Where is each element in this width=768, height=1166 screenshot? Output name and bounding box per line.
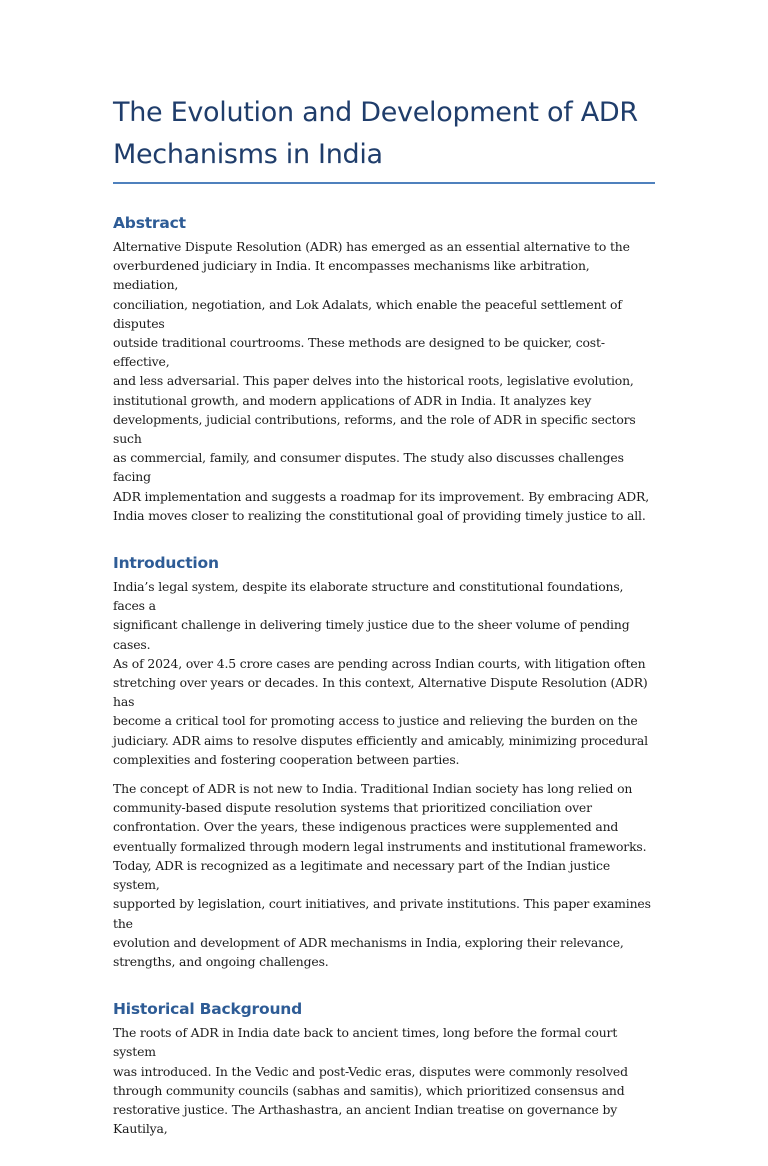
text-line: Today, ADR is recognized as a legitimate and necessary part of the Indian justice system, (113, 857, 610, 893)
text-line: The roots of ADR in India date back to ancient times, long before the formal court system (113, 1025, 618, 1060)
text-line: through community councils (sabhas and samitis), which prioritized consensus and (113, 1082, 625, 1098)
text-line: become a critical tool for promoting access to justice and relieving the burden on the (113, 713, 638, 729)
text-line: supported by legislation, court initiatives, and private institutions. This paper examines the (113, 896, 651, 931)
section-heading: Abstract (113, 214, 186, 232)
text-line: The concept of ADR is not new to India. Traditional Indian society has long relied on (113, 781, 633, 797)
text-line: confrontation. Over the years, these indigenous practices were supplemented and (113, 819, 619, 835)
text-line: developments, judicial contributions, reforms, and the role of ADR in specific sectors such (113, 411, 636, 447)
text-line: community-based dispute resolution systems that prioritized conciliation over (113, 800, 592, 816)
text-line: eventually formalized through modern legal instruments and institutional frameworks. (113, 838, 647, 854)
paragraph (113, 577, 655, 769)
text-line: restorative justice. The Arthashastra, an ancient Indian treatise on governance by Kautilya, (113, 1101, 618, 1137)
text-line: As of 2024, over 4.5 crore cases are pending across Indian courts, with litigation often (113, 655, 646, 671)
section-abstract (113, 213, 655, 525)
title-line: Mechanisms in India (113, 139, 383, 170)
text-line: conciliation, negotiation, and Lok Adalats, which enable the peaceful settlement of disputes (113, 296, 622, 331)
text-line: India moves closer to realizing the constitutional goal of providing timely justice to all. (113, 507, 646, 523)
text-line: significant challenge in delivering timely justice due to the sheer volume of pending cases. (113, 617, 630, 652)
section-heading: Historical Background (113, 1000, 303, 1019)
document-title (113, 92, 655, 176)
text-line: was introduced. In the Vedic and post-Vedic eras, disputes were commonly resolved (113, 1063, 628, 1079)
text-line: institutional growth, and modern applications of ADR in India. It analyzes key (113, 392, 592, 408)
paragraph (113, 779, 655, 971)
text-line: evolution and development of ADR mechanisms in India, exploring their relevance, (113, 934, 624, 950)
text-line: outside traditional courtrooms. These methods are designed to be quicker, cost-effective, (113, 335, 605, 370)
paragraph (113, 237, 655, 525)
text-line: and less adversarial. This paper delves into the historical roots, legislative evolution, (113, 373, 634, 389)
text-line: as commercial, family, and consumer disputes. The study also discusses challenges facing (113, 450, 624, 485)
title-line: The Evolution and Development of ADR (113, 97, 638, 128)
section-introduction (113, 553, 655, 971)
text-line: stretching over years or decades. In this context, Alternative Dispute Resolution (ADR) has (113, 675, 648, 710)
paragraph (113, 1023, 655, 1138)
text-line: overburdened judiciary in India. It encompasses mechanisms like arbitration, mediation, (113, 258, 590, 293)
text-line: judiciary. ADR aims to resolve disputes efficiently and amicably, minimizing procedural (113, 732, 648, 748)
section-historical-background (113, 999, 655, 1138)
text-line: ADR implementation and suggests a roadmap for its improvement. By embracing ADR, (113, 488, 649, 504)
document-page (113, 92, 655, 1166)
text-line: strengths, and ongoing challenges. (113, 953, 329, 969)
text-line: Alternative Dispute Resolution (ADR) has emerged as an essential alternative to the (113, 239, 630, 254)
title-divider (113, 182, 655, 184)
section-heading: Introduction (113, 554, 219, 573)
text-line: complexities and fostering cooperation between parties. (113, 751, 460, 767)
text-line: India’s legal system, despite its elaborate structure and constitutional foundations, faces a (113, 579, 624, 614)
